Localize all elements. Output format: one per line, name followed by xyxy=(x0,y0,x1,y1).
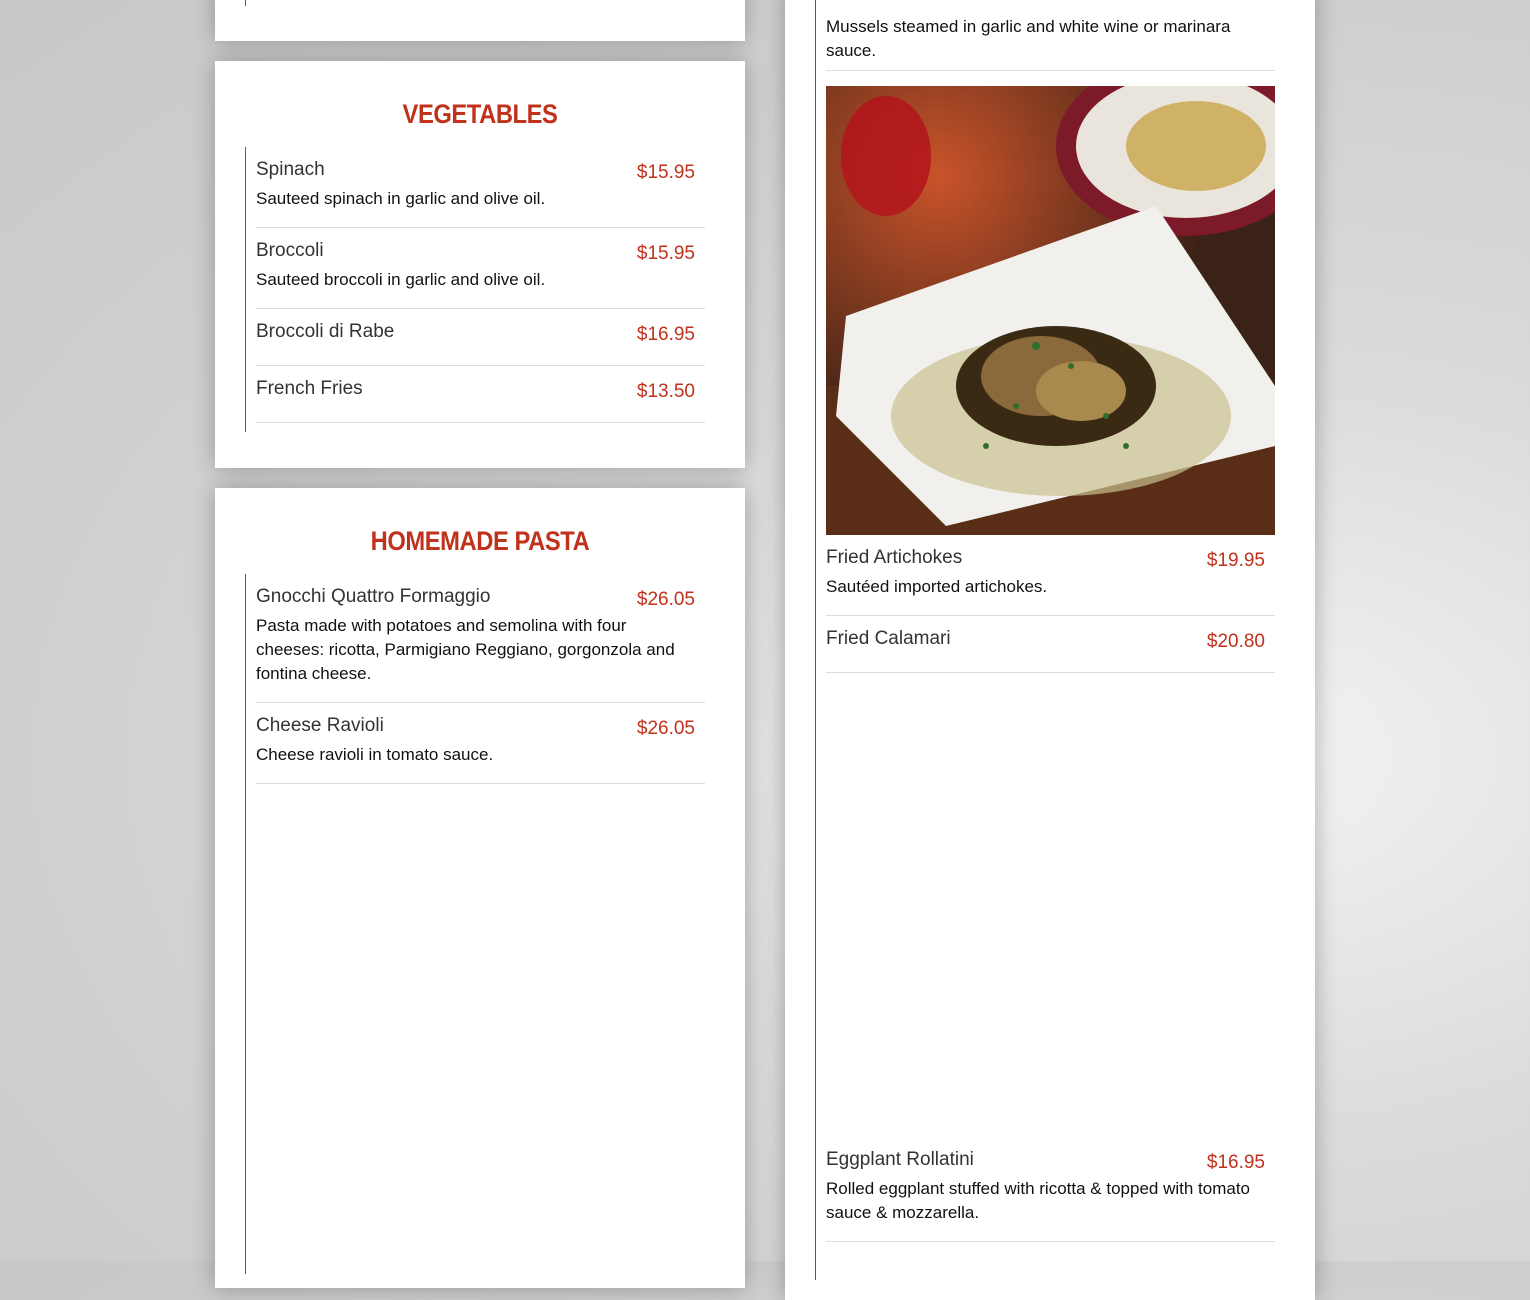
item-name: Fried Calamari xyxy=(826,628,951,649)
item-description: Sauteed spinach in garlic and olive oil. xyxy=(256,189,546,208)
item-description: Sauteed broccoli in garlic and olive oil. xyxy=(256,270,546,289)
item-name: Broccoli xyxy=(256,240,324,261)
item-description: Rolled eggplant stuffed with ricotta & topped with tomato sauce & mozzarella. xyxy=(826,1179,1250,1222)
item-name: Fried Artichokes xyxy=(826,547,963,568)
item-description: Sautéed imported artichokes. xyxy=(826,577,1048,596)
menu-item xyxy=(826,628,1275,673)
food-image xyxy=(826,86,1275,535)
item-price: $13.50 xyxy=(636,381,695,402)
card-accent-line xyxy=(245,0,246,6)
vegetables-card xyxy=(215,61,745,468)
menu-item xyxy=(256,586,705,703)
item-description: Cheese ravioli in tomato sauce. xyxy=(256,745,494,764)
item-price: $19.95 xyxy=(1206,550,1265,571)
item-description: Pasta made with potatoes and semolina with four cheeses: ricotta, Parmigiano Reggiano, gorgonzola and fontina cheese. xyxy=(256,616,675,683)
menu-item xyxy=(256,159,705,228)
item-price: $26.05 xyxy=(636,718,695,739)
menu-item xyxy=(826,547,1275,616)
item-price: $15.95 xyxy=(636,243,695,264)
menu-item xyxy=(256,715,705,784)
fried-artichokes-photo xyxy=(826,86,1275,535)
item-name: Eggplant Rollatini xyxy=(826,1149,974,1170)
item-name: Broccoli di Rabe xyxy=(256,321,395,342)
vegetables-accent-line xyxy=(245,147,246,432)
menu-item xyxy=(826,1149,1275,1242)
menu-item xyxy=(826,0,1275,71)
menu-item xyxy=(256,240,705,309)
menu-item xyxy=(256,321,705,366)
menu-item xyxy=(256,378,705,423)
pasta-title: HOMEMADE PASTA xyxy=(370,526,590,556)
item-price: $16.95 xyxy=(1206,1152,1265,1173)
item-price: $20.80 xyxy=(1206,631,1265,652)
appetizers-card xyxy=(785,0,1315,1300)
item-price: $15.95 xyxy=(636,162,695,183)
previous-menu-card xyxy=(215,0,745,41)
appetizers-accent-line xyxy=(815,0,816,1280)
item-name: French Fries xyxy=(256,378,363,399)
item-name: Gnocchi Quattro Formaggio xyxy=(256,586,491,607)
pasta-accent-line xyxy=(245,574,246,1274)
item-price: $26.05 xyxy=(636,589,695,610)
pasta-card xyxy=(215,488,745,1288)
item-price: $16.95 xyxy=(636,324,695,345)
item-description: Mussels steamed in garlic and white wine or marinara sauce. xyxy=(826,17,1231,60)
vegetables-title: VEGETABLES xyxy=(402,99,558,129)
item-name: Spinach xyxy=(256,159,325,180)
item-name: Cheese Ravioli xyxy=(256,715,384,736)
